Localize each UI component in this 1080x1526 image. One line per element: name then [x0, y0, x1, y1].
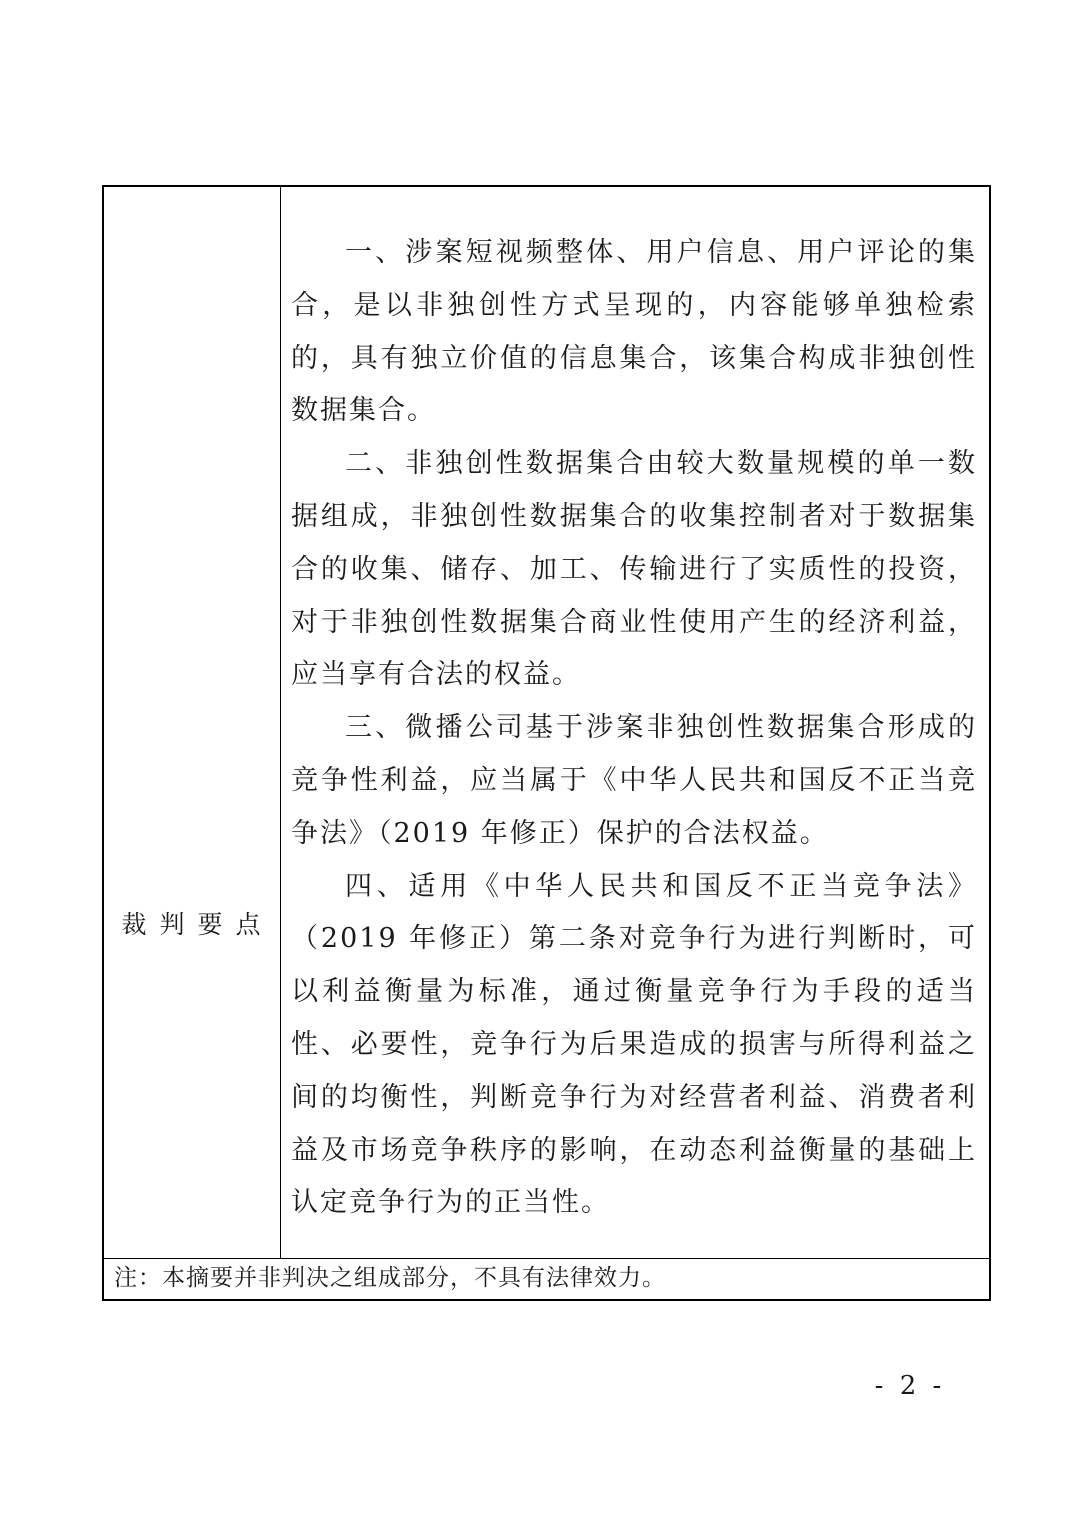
paragraph-1: 一、涉案短视频整体、用户信息、用户评论的集合，是以非独创性方式呈现的，内容能够单独检索的，具有独立价值的信息集合，该集合构成非独创性数据集合。	[291, 237, 977, 427]
note-row: 注：本摘要并非判决之组成部分，不具有法律效力。	[104, 1258, 989, 1299]
label-text: 裁判要点	[121, 910, 274, 939]
label-cell	[104, 187, 281, 1258]
paragraph-2: 二、非独创性数据集合由较大数量规模的单一数据组成，非独创性数据集合的收集控制者对于数据集合的收集、储存、加工、传输进行了实质性的投资，对于非独创性数据集合商业性使用产生的经济利益，应当享有合法的权益。	[291, 448, 977, 691]
summary-table	[102, 185, 991, 1301]
page-number: - 2 -	[874, 1371, 946, 1401]
paragraph-4: 四、适用《中华人民共和国反不正当竞争法》（2019 年修正）第二条对竞争行为进行判断时，可以利益衡量为标准，通过衡量竞争行为手段的适当性、必要性，竞争行为后果造成的损害与所得利益之间的均衡性，判断竞争行为对经营者利益、消费者利益及市场竞争秩序的影响，在动态利益衡量的基础上认定竞争行为的正当性。	[291, 870, 977, 1219]
content-cell	[281, 187, 989, 1258]
paragraph-3: 三、微播公司基于涉案非独创性数据集合形成的竞争性利益，应当属于《中华人民共和国反不正当竞争法》（2019 年修正）保护的合法权益。	[291, 712, 977, 849]
